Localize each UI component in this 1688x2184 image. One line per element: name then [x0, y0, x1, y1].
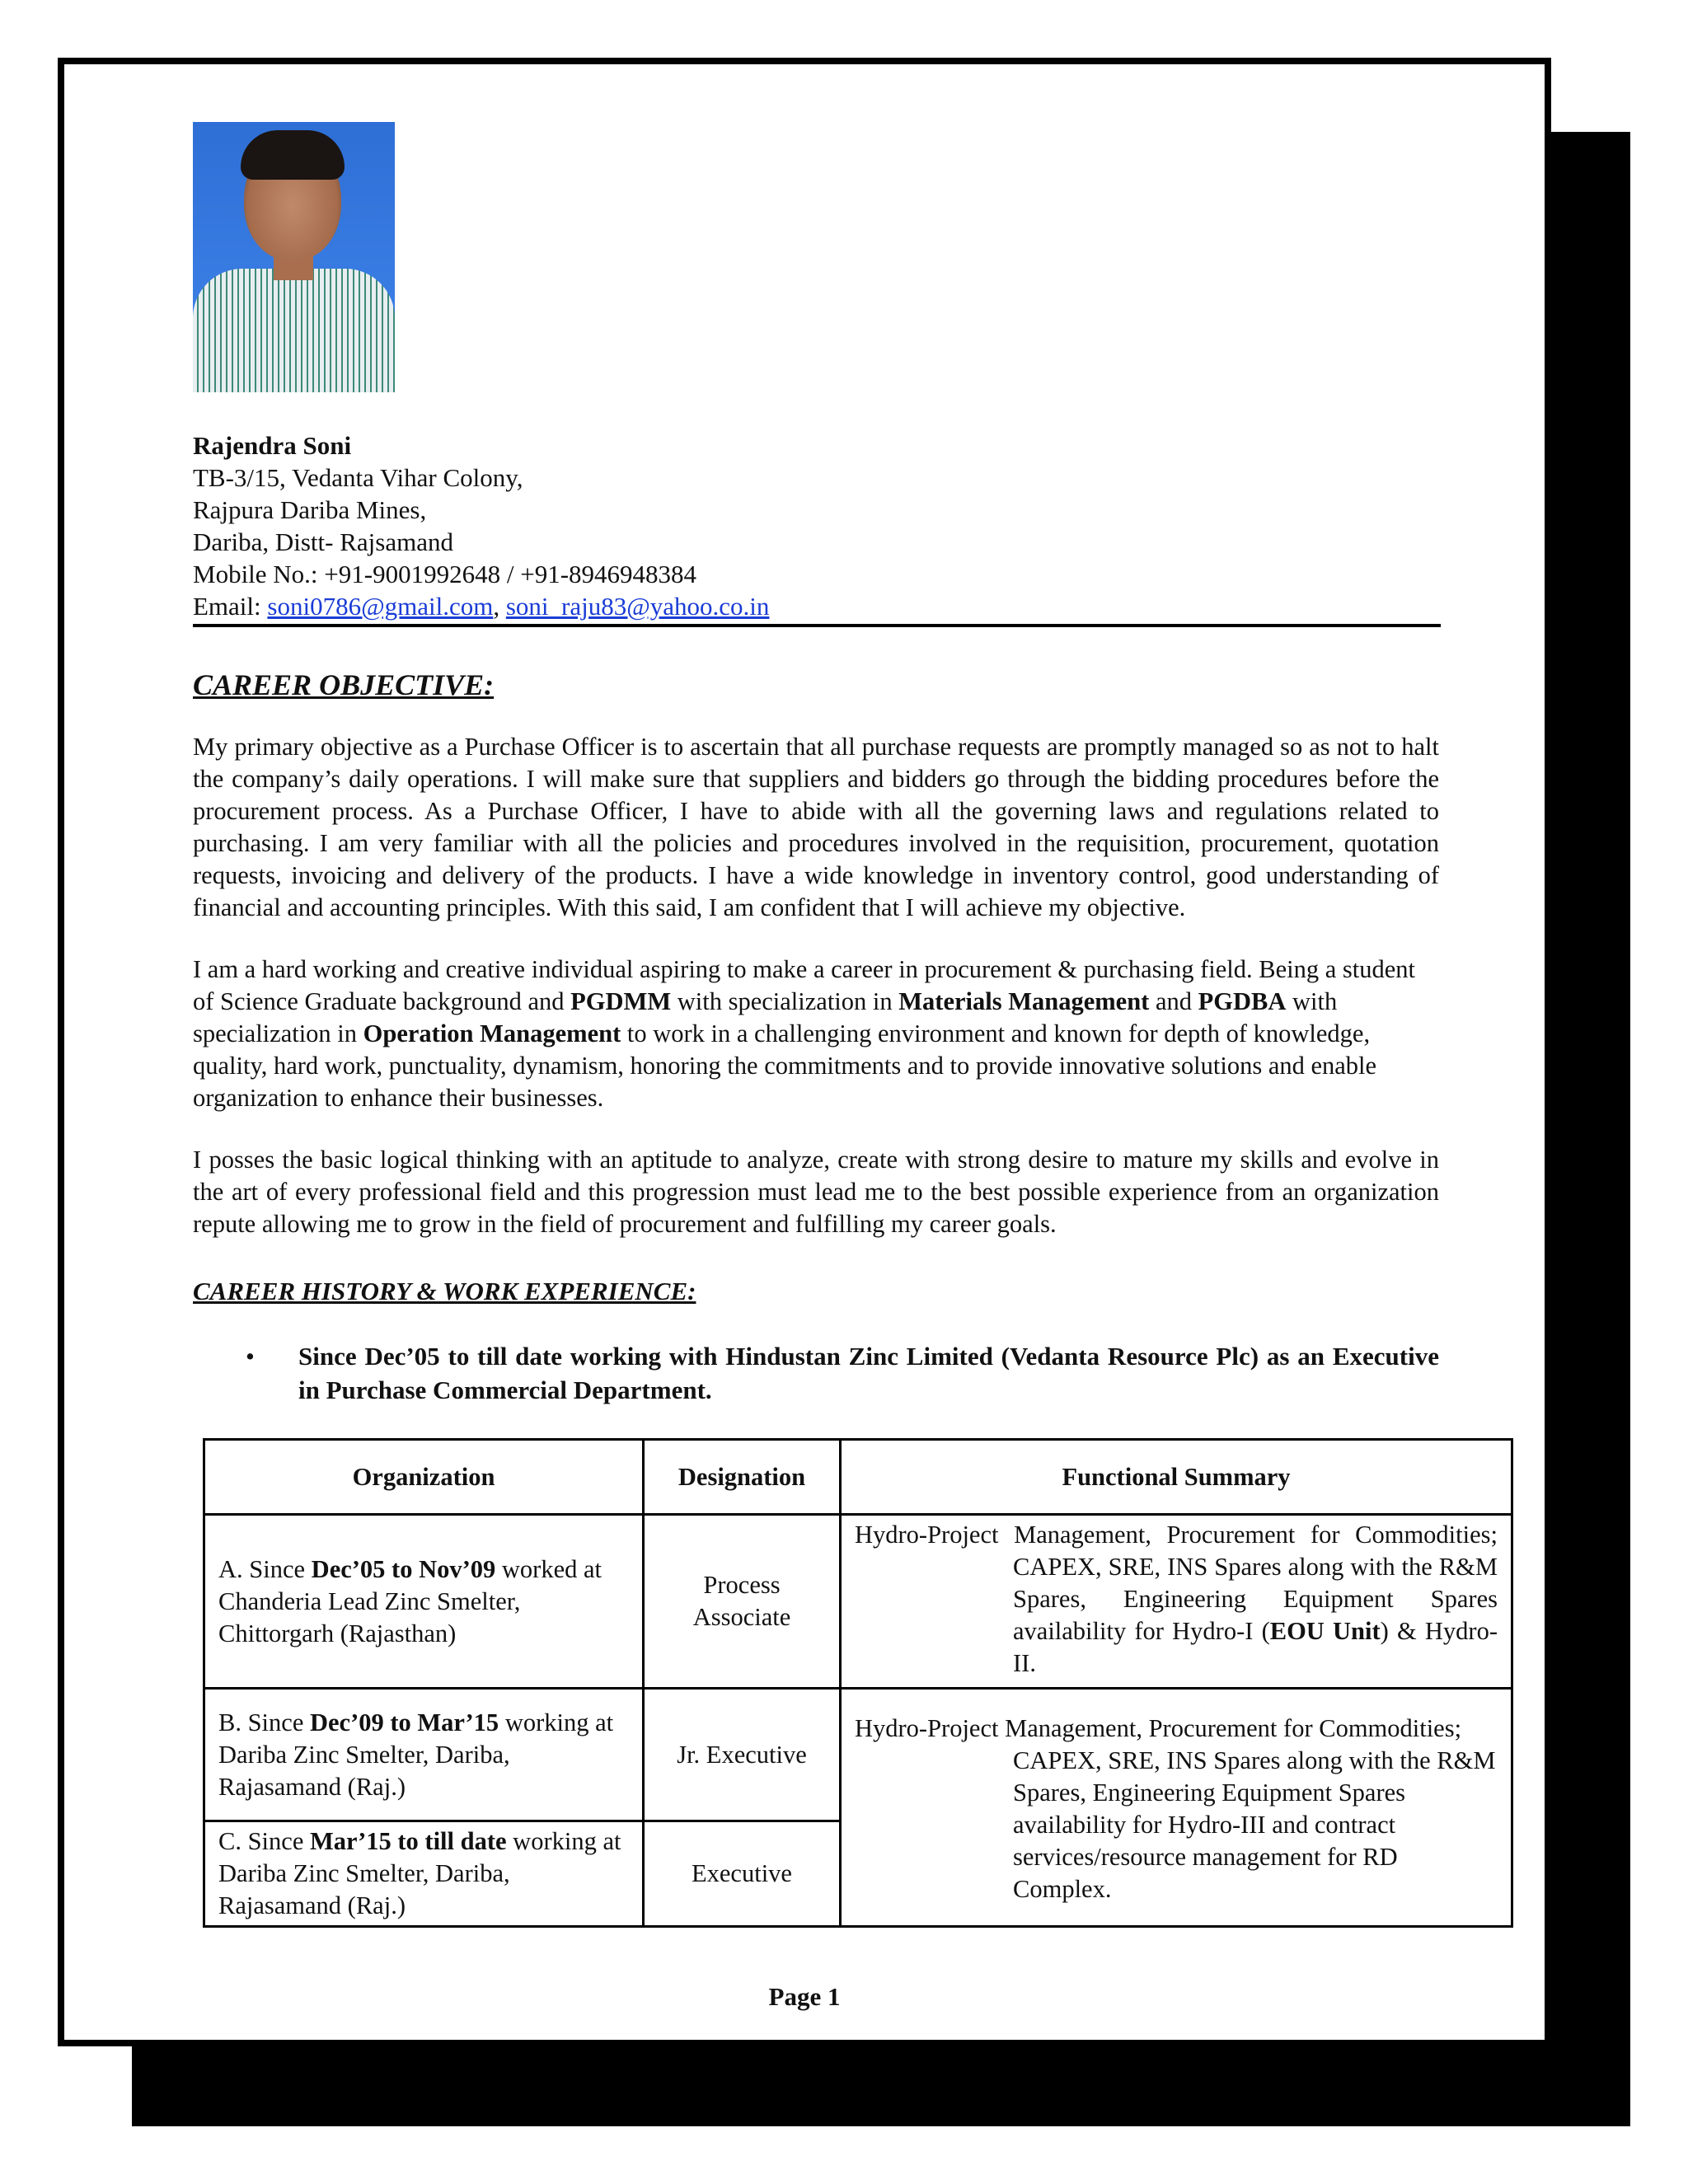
- candidate-name: Rajendra Soni: [193, 431, 352, 460]
- row-c-org-post: working at Dariba Zinc Smelter, Dariba, Rajasamand (Raj.): [218, 1827, 621, 1919]
- page-number: Page 1: [768, 1982, 841, 2011]
- row-c-org-period: Mar’15 to till date: [309, 1827, 507, 1855]
- row-c-organization: [204, 1821, 644, 1927]
- table-header-row: [204, 1440, 1512, 1515]
- bullet-icon: •: [246, 1342, 255, 1371]
- row-a-summary-eou: EOU Unit: [1269, 1617, 1381, 1645]
- row-a-summary-post: ) & Hydro-II.: [1013, 1617, 1498, 1677]
- experience-table: [203, 1438, 1513, 1928]
- row-a-summary-pre: Hydro-Project Management, Procurement for Commodities; CAPEX, SRE, INS Spares along with the R&M Spares, Engineering Equipment Spares availability for Hydro-I (: [855, 1521, 1498, 1645]
- p2-text-e: and: [1149, 987, 1198, 1015]
- row-b-org-pre: B. Since: [218, 1708, 310, 1736]
- row-a-org-pre: A. Since: [218, 1554, 312, 1583]
- experience-bullet-text: Since Dec’05 to till date working with Hindustan Zinc Limited (Vedanta Resource Plc) as an Executive in Purchase Commercial Department.: [298, 1342, 1439, 1404]
- p2-materials-management: Materials Management: [898, 987, 1150, 1015]
- row-b-designation: Jr. Executive: [644, 1689, 841, 1821]
- objective-paragraph-2: [193, 954, 1439, 1114]
- row-a-designation: Process Associate: [644, 1515, 841, 1689]
- row-b-org-period: Dec’09 to Mar’15: [309, 1708, 499, 1736]
- photo-shirt: [193, 269, 395, 392]
- p2-pgdba: PGDBA: [1198, 987, 1287, 1015]
- email-link-1[interactable]: soni0786@gmail.com: [267, 592, 494, 621]
- email-label: Email:: [193, 592, 268, 621]
- p2-text-g: with specialization in: [193, 987, 1338, 1047]
- photo-hair: [241, 130, 345, 180]
- p2-text-i: to work in a challenging environment and known for depth of knowledge, quality, hard work, punctuality, dynamism, honoring the commitments and to provide innovative solutions and enable organization to enhance their businesses.: [193, 1019, 1377, 1112]
- address-line-3: Dariba, Distt- Rajsamand: [193, 527, 453, 556]
- objective-paragraph-1: My primary objective as a Purchase Officer is to ascertain that all purchase requests are promptly managed so as not to halt the company’s daily operations. I will make sure that suppliers and bidders go through the bidding procedures before the procurement process. As a Purchase Officer, I have to abide with all the governing laws and regulations related to purchasing. I am very familiar with all the policies and procedures involved in the requisition, procurement, quotation requests, invoicing and delivery of the products. I have a wide knowledge in inventory control, good understanding of financial and accounting principles. With this said, I am confident that I will achieve my objective.: [193, 733, 1439, 921]
- row-a-org-period: Dec’05 to Nov’09: [311, 1554, 496, 1583]
- mobile-number: Mobile No.: +91-9001992648 / +91-8946948384: [193, 560, 697, 588]
- p2-pgdmm: PGDMM: [570, 987, 672, 1015]
- page-content: [193, 122, 1502, 1928]
- p2-operation-management: Operation Management: [363, 1019, 621, 1047]
- experience-bullet: [193, 1339, 1439, 1407]
- contact-block: [193, 429, 1502, 622]
- header-divider: [193, 624, 1441, 627]
- address-line-2: Rajpura Dariba Mines,: [193, 495, 427, 524]
- row-a-org-post: worked at Chanderia Lead Zinc Smelter, Chittorgarh (Rajasthan): [218, 1554, 603, 1647]
- profile-photo: [193, 122, 395, 392]
- header-organization: Organization: [204, 1440, 644, 1515]
- row-bc-summary: Hydro-Project Management, Procurement for Commodities; CAPEX, SRE, INS Spares along with the R&M Spares, Engineering Equipment Spares availability for Hydro-III and contract services/resource management for RD Complex.: [841, 1689, 1512, 1927]
- p2-text-c: with specialization in: [671, 987, 899, 1015]
- p2-text-a: I am a hard working and creative individual aspiring to make a career in procurement & purchasing field. Being a student of Science Graduate background and: [193, 955, 1415, 1015]
- header-functional-summary: Functional Summary: [841, 1440, 1512, 1515]
- email-link-2[interactable]: soni_raju83@yahoo.co.in: [505, 592, 770, 621]
- row-a-summary: [841, 1515, 1512, 1689]
- email-separator: ,: [493, 592, 506, 621]
- address-line-1: TB-3/15, Vedanta Vihar Colony,: [193, 463, 523, 492]
- row-b-org-post: working at Dariba Zinc Smelter, Dariba, Rajasamand (Raj.): [218, 1708, 614, 1801]
- table-row: [204, 1515, 1512, 1689]
- resume-page: [58, 58, 1551, 2046]
- objective-paragraph-3: I posses the basic logical thinking with an aptitude to analyze, create with strong desire to mature my skills and evolve in the art of every professional field and this progression must lead me to the best possible experience from an organization repute allowing me to grow in the field of procurement and fulfilling my career goals.: [193, 1146, 1439, 1238]
- career-objective-heading: CAREER OBJECTIVE:: [193, 668, 495, 701]
- row-c-org-pre: C. Since: [218, 1827, 310, 1855]
- email-line: [193, 590, 1502, 622]
- row-a-organization: [204, 1515, 644, 1689]
- table-row: [204, 1689, 1512, 1821]
- row-c-designation: Executive: [644, 1821, 841, 1927]
- career-history-heading: CAREER HISTORY & WORK EXPERIENCE:: [193, 1277, 696, 1305]
- header-designation: Designation: [644, 1440, 841, 1515]
- row-b-organization: [204, 1689, 644, 1821]
